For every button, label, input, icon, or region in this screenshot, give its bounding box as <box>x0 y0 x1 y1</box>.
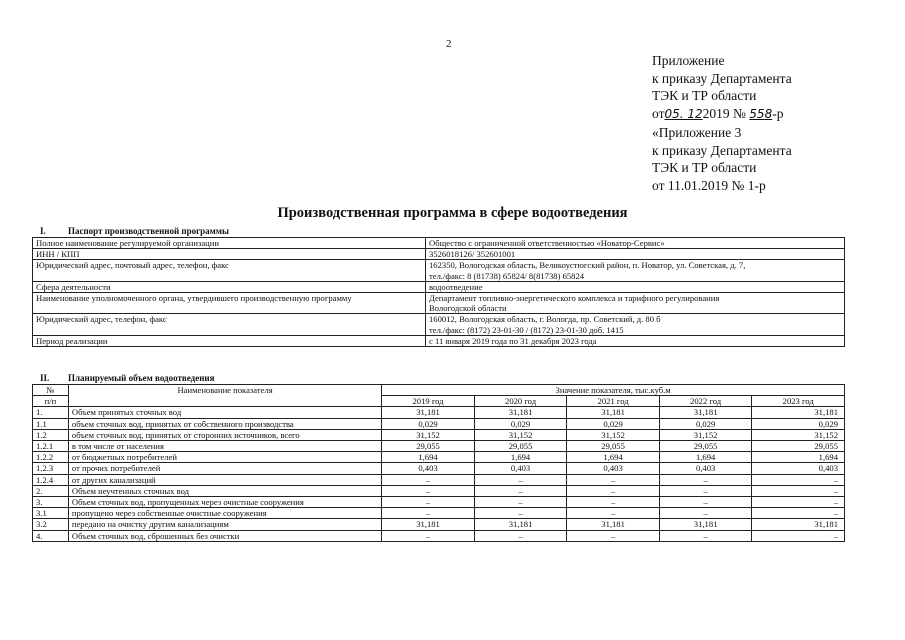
row-number: 2. <box>33 485 69 496</box>
volume-row <box>33 530 845 541</box>
passport-row <box>33 281 845 292</box>
volume-row <box>33 508 845 519</box>
row-value: – <box>752 474 845 485</box>
row-value: 31,181 <box>382 407 475 418</box>
row-value: 31,181 <box>659 407 752 418</box>
passport-value-line: Общество с ограниченной ответственностью «Новатор-Сервис» <box>429 238 665 248</box>
appendix-line: ТЭК и ТР области <box>652 160 757 176</box>
row-name: в том числе от населения <box>68 441 381 452</box>
passport-label: Период реализации <box>33 335 426 346</box>
row-value: – <box>567 474 660 485</box>
passport-row <box>33 314 845 335</box>
section2-heading <box>40 373 214 383</box>
passport-value <box>426 293 845 314</box>
passport-value <box>426 249 845 260</box>
volume-row <box>33 407 845 418</box>
appendix-prefix: от <box>652 106 665 122</box>
section2-title: Планируемый объем водоотведения <box>68 373 215 383</box>
volume-row <box>33 429 845 440</box>
volume-row <box>33 452 845 463</box>
row-name: от прочих потребителей <box>68 463 381 474</box>
passport-value-line: Департамент топливно-энергетического комплекса и тарифного регулирования <box>429 293 720 304</box>
row-value: 31,181 <box>567 519 660 530</box>
row-name: Объем неучтенных сточных вод <box>68 485 381 496</box>
row-number: 1.2.2 <box>33 452 69 463</box>
row-value: 29,055 <box>567 441 660 452</box>
col-num-header: № <box>33 385 69 396</box>
row-value: – <box>752 497 845 508</box>
row-name: передано на очистку другим канализациям <box>68 519 381 530</box>
row-value: – <box>752 485 845 496</box>
appendix-line: от 11.01.2019 № 1-р <box>652 177 766 193</box>
row-value: 31,181 <box>567 407 660 418</box>
row-value: – <box>567 508 660 519</box>
year-header: 2020 год <box>474 396 567 407</box>
passport-value-line: тел./факс: 8 (81738) 65824/ 8(81738) 65824 <box>429 270 585 281</box>
row-number: 3.2 <box>33 519 69 530</box>
row-value: 0,403 <box>567 463 660 474</box>
appendix-order-line <box>652 105 792 124</box>
passport-row <box>33 238 845 249</box>
passport-value-line: водоотведение <box>429 281 483 292</box>
volume-row <box>33 519 845 530</box>
row-number: 1.2.3 <box>33 463 69 474</box>
passport-label: ИНН / КПП <box>33 249 426 260</box>
row-value: 0,029 <box>382 418 475 429</box>
row-name: пропущено через собственные очистные сооружения <box>68 508 381 519</box>
row-value: 31,181 <box>382 519 475 530</box>
volume-row <box>33 497 845 508</box>
row-value: – <box>659 474 752 485</box>
section1-heading <box>40 226 229 236</box>
row-number: 3. <box>33 497 69 508</box>
page-number: 2 <box>446 38 452 50</box>
row-value: – <box>659 497 752 508</box>
appendix-line: к приказу Департамента <box>652 142 792 158</box>
passport-value <box>426 238 845 249</box>
document-title: Производственная программа в сфере водоотведения <box>277 205 628 221</box>
year-header: 2021 год <box>567 396 660 407</box>
row-value: – <box>474 474 567 485</box>
volume-row <box>33 485 845 496</box>
row-value: 31,181 <box>752 407 845 418</box>
row-name: от других канализаций <box>68 474 381 485</box>
year-header: 2019 год <box>382 396 475 407</box>
row-value: – <box>474 508 567 519</box>
row-value: 31,152 <box>567 429 660 440</box>
row-value: 0,029 <box>474 418 567 429</box>
row-name: Объем принятых сточных вод <box>68 407 381 418</box>
row-value: – <box>659 485 752 496</box>
passport-value-line: с 11 января 2019 года по 31 декабря 2023 года <box>429 335 597 346</box>
row-value: 0,403 <box>659 463 752 474</box>
year-header: 2023 год <box>752 396 845 407</box>
row-value: – <box>659 530 752 541</box>
appendix-middle: 2019 № <box>702 106 746 122</box>
passport-row <box>33 293 845 314</box>
volume-row <box>33 418 845 429</box>
col-name-header: Наименование показателя <box>68 385 381 407</box>
passport-label: Наименование уполномоченного органа, утвердившего производственную программу <box>33 293 426 314</box>
row-value: 31,181 <box>752 519 845 530</box>
row-value: – <box>659 508 752 519</box>
passport-value-line: 162350, Вологодская область, Великоустюгский район, п. Новатор, ул. Советская, д. 7, <box>429 260 746 271</box>
passport-row <box>33 335 845 346</box>
row-value: 29,055 <box>659 441 752 452</box>
passport-value <box>426 260 845 281</box>
row-value: 0,029 <box>567 418 660 429</box>
row-value: – <box>382 508 475 519</box>
row-value: 31,181 <box>659 519 752 530</box>
row-value: 1,694 <box>474 452 567 463</box>
passport-value-line: Вологодской области <box>429 303 507 314</box>
section1-title: Паспорт производственной программы <box>68 226 229 236</box>
row-number: 1.2 <box>33 429 69 440</box>
row-value: – <box>382 474 475 485</box>
row-value: 29,055 <box>474 441 567 452</box>
row-value: 0,029 <box>752 418 845 429</box>
row-value: 31,152 <box>474 429 567 440</box>
row-value: 1,694 <box>382 452 475 463</box>
passport-value-line: 3526018126/ 352601001 <box>429 249 516 260</box>
appendix-line: ТЭК и ТР области <box>652 88 757 104</box>
row-name: Объем сточных вод, пропущенных через очистные сооружения <box>68 497 381 508</box>
row-value: – <box>752 508 845 519</box>
appendix-line: «Приложение 3 <box>652 124 742 140</box>
row-value: 1,694 <box>567 452 660 463</box>
section2-number: II. <box>40 373 50 383</box>
section1-number: I. <box>40 226 46 236</box>
row-name: от бюджетных потребителей <box>68 452 381 463</box>
passport-label: Юридический адрес, телефон, факс <box>33 314 426 335</box>
handwritten-date: 05. 12 <box>664 107 703 122</box>
appendix-line: Приложение <box>652 53 725 68</box>
row-name: Объем сточных вод, сброшенных без очистки <box>68 530 381 541</box>
year-header: 2022 год <box>659 396 752 407</box>
passport-value <box>426 281 845 292</box>
row-value: – <box>567 497 660 508</box>
row-value: 1,694 <box>659 452 752 463</box>
row-value: – <box>752 530 845 541</box>
row-name: объем сточных вод, принятых от сторонних источников, всего <box>68 429 381 440</box>
passport-value <box>426 314 845 335</box>
passport-value-line: 160012, Вологодская область, г. Вологда, пр. Советский, д. 80 б <box>429 314 661 325</box>
row-number: 1.2.1 <box>33 441 69 452</box>
passport-table <box>32 237 845 347</box>
handwritten-number: 558 <box>749 107 773 122</box>
row-value: 31,181 <box>474 519 567 530</box>
appendix-line: к приказу Департамента <box>652 70 792 86</box>
row-value: 31,181 <box>474 407 567 418</box>
row-value: 31,152 <box>382 429 475 440</box>
row-value: 0,403 <box>382 463 475 474</box>
passport-value <box>426 335 845 346</box>
passport-row <box>33 260 845 281</box>
volume-table <box>32 384 845 542</box>
row-value: – <box>567 530 660 541</box>
row-value: 29,055 <box>752 441 845 452</box>
row-name: объем сточных вод, принятых от собственного производства <box>68 418 381 429</box>
passport-label: Сфера деятельности <box>33 281 426 292</box>
row-value: – <box>474 497 567 508</box>
row-number: 1.2.4 <box>33 474 69 485</box>
row-value: 29,055 <box>382 441 475 452</box>
col-value-header: Значение показателя, тыс.куб.м <box>382 385 845 396</box>
row-value: – <box>567 485 660 496</box>
passport-label: Полное наименование регулируемой организации <box>33 238 426 249</box>
passport-row <box>33 249 845 260</box>
appendix-suffix: -р <box>772 106 784 122</box>
row-value: 1,694 <box>752 452 845 463</box>
volume-row <box>33 474 845 485</box>
row-value: 0,403 <box>474 463 567 474</box>
row-number: 1.1 <box>33 418 69 429</box>
row-value: – <box>382 530 475 541</box>
row-number: 1. <box>33 407 69 418</box>
row-value: – <box>382 485 475 496</box>
appendix-header <box>652 52 792 195</box>
row-value: 0,403 <box>752 463 845 474</box>
row-value: 31,152 <box>752 429 845 440</box>
row-value: – <box>382 497 475 508</box>
volume-row <box>33 441 845 452</box>
row-number: 3.1 <box>33 508 69 519</box>
row-value: – <box>474 530 567 541</box>
col-num-header-2: п/п <box>33 396 69 407</box>
row-number: 4. <box>33 530 69 541</box>
volume-row <box>33 463 845 474</box>
row-value: 31,152 <box>659 429 752 440</box>
row-value: – <box>474 485 567 496</box>
row-value: 0,029 <box>659 418 752 429</box>
passport-label: Юридический адрес, почтовый адрес, телефон, факс <box>33 260 426 281</box>
passport-value-line: тел./факс: (8172) 23-01-30 / (8172) 23-01-30 доб. 1415 <box>429 324 624 335</box>
